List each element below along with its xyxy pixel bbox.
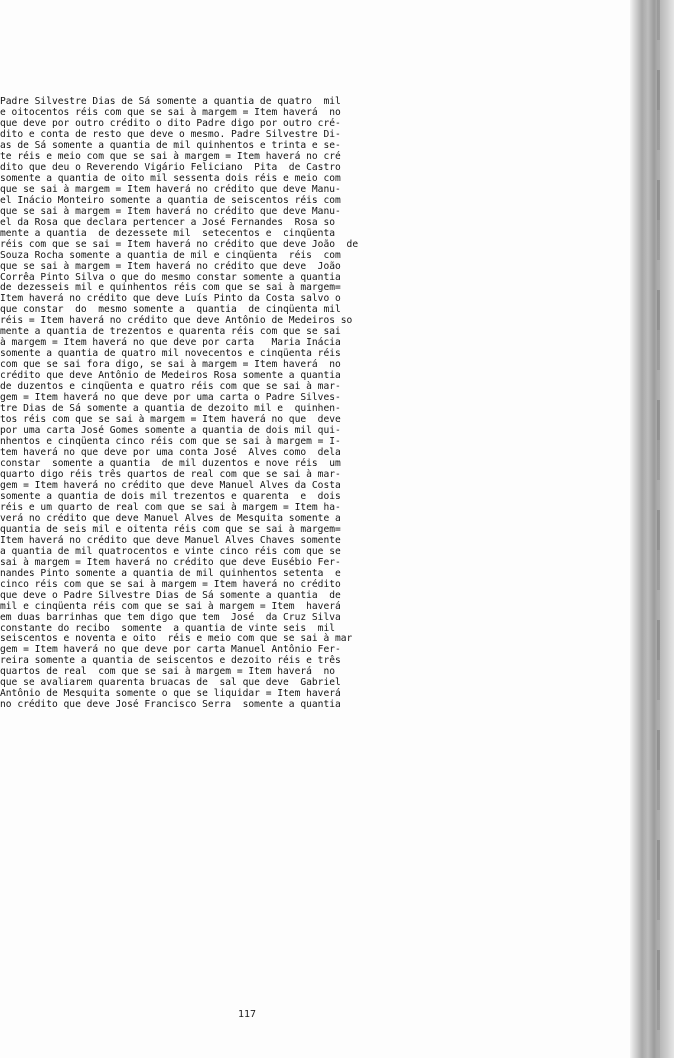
text-line: com que se sai fora digo, se sai à margem = Item haverá no: [0, 359, 341, 371]
text-line: a quantia de mil quatrocentos e vinte cinco réis com que se: [0, 545, 341, 557]
text-line: que se sai à margem = Item haverá no crédito que deve Manu-: [0, 183, 341, 195]
text-line: somente a quantia de dois mil trezentos e quarenta e dois: [0, 490, 341, 502]
text-line: crédito que deve Antônio de Medeiros Rosa somente a quantia: [0, 370, 341, 382]
text-line: no crédito que deve José Francisco Serra somente a quantia: [0, 699, 341, 711]
text-line: que deve por outro crédito o dito Padre digo por outro cré-: [0, 117, 341, 129]
text-line: nhentos e cinqüenta cinco réis com que se sai à margem = I-: [0, 436, 341, 448]
text-line: mente a quantia de trezentos e quarenta réis com que se sai: [0, 326, 341, 338]
text-line: gem = Item haverá no crédito que deve Manuel Alves da Costa: [0, 479, 341, 491]
text-line: gem = Item haverá no que deve por carta Manuel Antônio Fer-: [0, 644, 341, 656]
text-line: gem = Item haverá no que deve por uma carta o Padre Silves-: [0, 392, 341, 404]
text-line: quarto digo réis três quartos de real com que se sai à mar-: [0, 468, 341, 480]
text-line: nandes Pinto somente a quantia de mil quinhentos setenta e: [0, 567, 341, 579]
text-line: que se sai à margem = Item haverá no crédito que deve João: [0, 260, 341, 272]
text-line: e oitocentos réis com que se sai à margem = Item haverá no: [0, 106, 341, 118]
text-line: dito e conta de resto que deve o mesmo. Padre Silvestre Di-: [0, 128, 341, 140]
text-line: de dezesseis mil e quinhentos réis com que se sai à margem=: [0, 282, 341, 294]
text-line: que constar do mesmo somente a quantia de cinqüenta mil: [0, 304, 341, 316]
text-line: tre Dias de Sá somente a quantia de dezoito mil e quinhen-: [0, 403, 341, 415]
text-line: te réis e meio com que se sai à margem = Item haverá no cré: [0, 150, 341, 162]
text-line: mente a quantia de dezessete mil setecentos e cinqüenta: [0, 227, 336, 239]
book-binding-edge: [630, 0, 674, 1058]
text-line: por uma carta José Gomes somente a quantia de dois mil qui-: [0, 425, 341, 437]
text-line: somente a quantia de oito mil sessenta dois réis e meio com: [0, 172, 341, 184]
text-line: Souza Rocha somente a quantia de mil e cinqüenta réis com: [0, 249, 341, 261]
text-line: réis e um quarto de real com que se sai à margem = Item ha-: [0, 501, 341, 513]
text-line: el da Rosa que declara pertencer a José Fernandes Rosa so: [0, 216, 336, 228]
body-text: [0, 96, 520, 710]
text-line: tem haverá no que deve por uma conta José Alves como dela: [0, 447, 341, 458]
text-line: à margem = Item haverá no que deve por carta Maria Inácia: [0, 337, 341, 349]
text-line: réis = Item haverá no crédito que deve Antônio de Medeiros so: [0, 315, 353, 327]
text-line: que se sai à margem = Item haverá no crédito que deve Manu-: [0, 205, 341, 217]
text-line: dito que deu o Reverendo Vigário Feliciano Pita de Castro: [0, 161, 341, 173]
text-line: de duzentos e cinqüenta e quatro réis com que se sai à mar-: [0, 381, 341, 393]
text-line: que deve o Padre Silvestre Dias de Sá somente a quantia de: [0, 589, 341, 601]
text-line: que se avaliarem quarenta bruacas de sal que deve Gabriel: [0, 677, 341, 689]
text-line: em duas barrinhas que tem digo que tem José da Cruz Silva: [0, 611, 341, 623]
text-line: sai à margem = Item haverá no crédito que deve Eusébio Fer-: [0, 556, 341, 568]
text-line: Item haverá no crédito que deve Luís Pinto da Costa salvo o: [0, 293, 341, 305]
text-line: as de Sá somente a quantia de mil quinhentos e trinta e se-: [0, 139, 341, 151]
text-line: constante do recibo somente a quantia de vinte seis mil: [0, 622, 336, 634]
text-line: Padre Silvestre Dias de Sá somente a quantia de quatro mil: [0, 96, 341, 107]
text-line: seiscentos e noventa e oito réis e meio com que se sai à mar: [0, 633, 353, 645]
text-line: tos réis com que se sai à margem = Item haverá no que deve: [0, 414, 341, 426]
text-line: cinco réis com que se sai à margem = Item haverá no crédito: [0, 578, 341, 590]
page-number: 117: [238, 1009, 257, 1020]
text-line: Antônio de Mesquita somente o que se liquidar = Item haverá: [0, 688, 341, 700]
text-line: mil e cinqüenta réis com que se sai à margem = Item haverá: [0, 600, 341, 612]
text-line: quantia de seis mil e oitenta réis com que se sai à margem=: [0, 523, 341, 535]
binding-shadow-streak: [657, 0, 660, 1058]
text-line: el Inácio Monteiro somente a quantia de seiscentos réis com: [0, 194, 341, 206]
text-line: reira somente a quantia de seiscentos e dezoito réis e três: [0, 655, 341, 667]
text-line: Item haverá no crédito que deve Manuel Alves Chaves somente: [0, 534, 341, 546]
text-line: verá no crédito que deve Manuel Alves de Mesquita somente a: [0, 512, 341, 524]
text-line: constar somente a quantia de mil duzentos e nove réis um: [0, 457, 341, 469]
text-line: réis com que se sai = Item haverá no crédito que deve João de: [0, 238, 359, 250]
text-line: somente a quantia de quatro mil novecentos e cinqüenta réis: [0, 348, 341, 360]
text-line: quartos de real com que se sai à margem = Item haverá no: [0, 666, 336, 678]
text-line: Corrêa Pinto Silva o que do mesmo constar somente a quantia: [0, 271, 341, 283]
